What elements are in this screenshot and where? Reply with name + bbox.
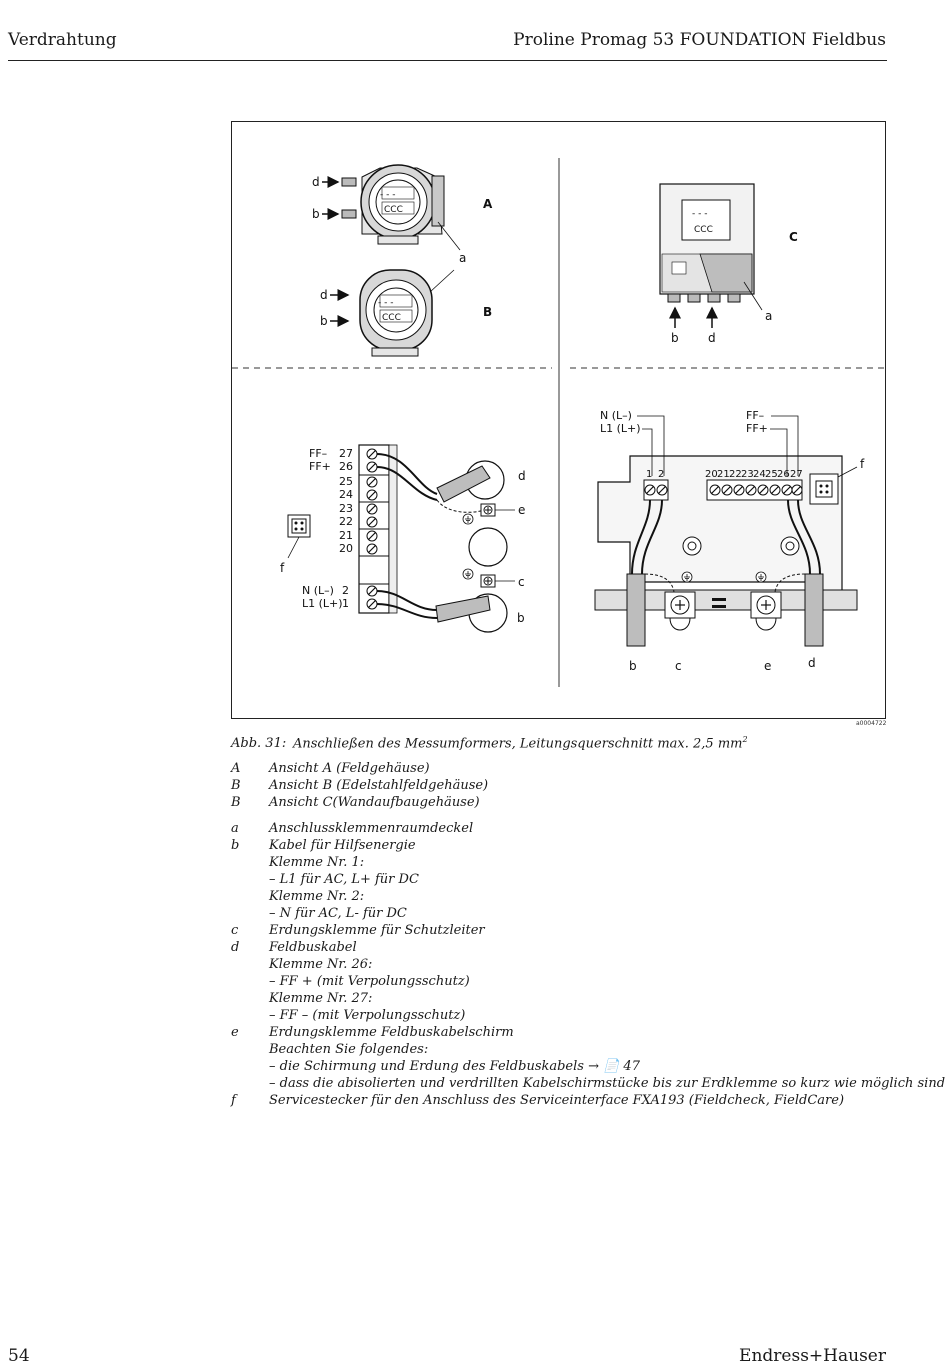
legend-text: – FF + (mit Verpolungsschutz) (269, 974, 470, 989)
figure-caption (231, 735, 748, 751)
footer-brand: Endress+Hauser (739, 1346, 886, 1366)
left-marker-e: e (518, 503, 526, 517)
wiring-figure (231, 121, 886, 719)
left-ff-plus-label: FF+ (309, 460, 331, 473)
legend-text: – die Schirmung und Erdung des Feldbuskabels → 📄 47 (269, 1059, 640, 1074)
right-marker-f: f (860, 457, 865, 471)
left-service-connector (288, 515, 310, 558)
legend-key: d (231, 940, 240, 955)
legend-text: Erdungsklemme Feldbuskabelschirm (269, 1025, 514, 1040)
right-terminal-num: 27 (790, 469, 803, 480)
legend-text: Klemme Nr. 27: (269, 991, 373, 1006)
left-terminal-num: 23 (339, 502, 353, 515)
legend-key: f (231, 1093, 236, 1108)
legend-key (231, 871, 269, 888)
legend-key: c (231, 923, 239, 938)
right-terminal-num: 1 (646, 469, 653, 480)
legend-text: Ansicht B (Edelstahlfeldgehäuse) (269, 778, 489, 793)
right-l1-label: L1 (L+) (600, 422, 641, 435)
legend-row (231, 777, 871, 794)
left-terminal-num: 26 (339, 460, 353, 473)
view-c-housing (660, 184, 754, 302)
left-n-label: N (L–) (302, 584, 334, 597)
legend-row (231, 1007, 871, 1024)
legend-text: – FF – (mit Verpolungsschutz) (269, 1008, 466, 1023)
legend-text: Klemme Nr. 26: (269, 957, 373, 972)
legend-key: e (231, 1025, 239, 1040)
view-a-display-top: - - - (380, 190, 396, 200)
left-marker-f: f (280, 561, 285, 575)
legend-key (231, 1007, 269, 1024)
view-a-marker-d: d (312, 175, 320, 189)
view-a-marker-a: a (459, 251, 467, 265)
legend-row (231, 956, 871, 973)
legend-text: Klemme Nr. 1: (269, 855, 365, 870)
legend-text: Klemme Nr. 2: (269, 889, 365, 904)
legend-key (231, 1058, 269, 1075)
right-terminal-compartment (595, 456, 857, 646)
legend-row (231, 888, 871, 905)
legend-text: Servicestecker für den Anschluss des Serviceinterface FXA193 (Fieldcheck, FieldCare) (269, 1093, 845, 1108)
legend-row (231, 837, 871, 854)
view-c-marker-d: d (708, 331, 716, 345)
caption-text: Anschließen des Messumformers, Leitungsquerschnitt max. 2,5 mm (293, 736, 743, 752)
legend-text: Erdungsklemme für Schutzleiter (269, 923, 485, 938)
legend-key: B (231, 778, 241, 793)
figure-legend (231, 760, 946, 1109)
legend-text: Kabel für Hilfsenergie (269, 838, 416, 853)
left-terminal-num: 24 (339, 488, 353, 501)
left-terminal-num: 21 (339, 529, 353, 542)
left-terminal-num: 22 (339, 515, 353, 528)
legend-key (231, 1075, 269, 1092)
left-marker-b: b (517, 611, 525, 625)
view-a-display-bottom: CCC (384, 205, 403, 215)
header-product-title: Proline Promag 53 FOUNDATION Fieldbus (513, 30, 886, 50)
legend-row (231, 820, 871, 837)
legend-text: – N für AC, L- für DC (269, 906, 407, 921)
legend-row (231, 905, 871, 922)
legend-text: Ansicht C(Wandaufbaugehäuse) (269, 795, 480, 810)
right-terminal-num: 2 (658, 469, 665, 480)
view-b-display-top: - - - (378, 298, 394, 308)
legend-text: Beachten Sie folgendes: (269, 1042, 429, 1057)
figure-code: a0004722 (856, 720, 887, 727)
right-n-label: N (L–) (600, 409, 632, 422)
left-ff-minus-label: FF– (309, 447, 328, 460)
left-terminal-num: 1 (342, 597, 349, 610)
view-b-display-bottom: CCC (382, 313, 401, 323)
legend-key: b (231, 838, 240, 853)
view-b-marker-b: b (320, 314, 328, 328)
left-terminal-num: 25 (339, 475, 353, 488)
legend-row (231, 1075, 946, 1092)
right-terminal-num: 25 (765, 469, 778, 480)
legend-text: Feldbuskabel (269, 940, 357, 955)
view-a-marker-b: b (312, 207, 320, 221)
page-number: 54 (8, 1346, 30, 1366)
legend-text: – dass die abisolierten und verdrillten Kabelschirmstücke bis zur Erdklemme so kurz wie möglich sind (269, 1076, 946, 1091)
legend-text: Anschlussklemmenraumdeckel (269, 821, 474, 836)
legend-text: Ansicht A (Feldgehäuse) (269, 761, 430, 776)
legend-row (231, 1092, 871, 1109)
legend-key (231, 854, 269, 871)
right-ff-minus-label: FF– (746, 409, 765, 422)
view-c-display-bottom: CCC (694, 225, 713, 235)
legend-row (231, 794, 871, 811)
right-marker-e: e (764, 659, 772, 673)
header-rule (8, 60, 887, 61)
legend-row (231, 1024, 871, 1041)
left-terminal-num: 27 (339, 447, 353, 460)
left-terminal-num: 2 (342, 584, 349, 597)
legend-row (231, 990, 871, 1007)
legend-key (231, 1041, 269, 1058)
right-marker-b: b (629, 659, 637, 673)
caption-superscript: 2 (742, 735, 748, 744)
legend-row (231, 939, 871, 956)
view-b-marker-d: d (320, 288, 328, 302)
legend-key: A (231, 761, 241, 776)
legend-key (231, 888, 269, 905)
view-b-label: B (483, 305, 493, 319)
right-ff-plus-label: FF+ (746, 422, 768, 435)
legend-key (231, 905, 269, 922)
legend-key (231, 973, 269, 990)
header-section-title: Verdrahtung (8, 30, 117, 50)
caption-number: Abb. 31: (231, 736, 287, 752)
view-c-marker-a: a (765, 309, 773, 323)
left-cable-entry (469, 528, 507, 566)
legend-key (231, 990, 269, 1007)
legend-row (231, 1041, 871, 1058)
view-c-marker-b: b (671, 331, 679, 345)
right-terminal-num: 22 (729, 469, 742, 480)
legend-key: B (231, 795, 241, 810)
left-terminal-num: 20 (339, 542, 353, 555)
right-terminal-num: 24 (753, 469, 766, 480)
legend-row (231, 871, 871, 888)
wiring-diagram (232, 122, 885, 718)
legend-row (231, 760, 871, 777)
legend-key: a (231, 821, 239, 836)
view-a-label: A (483, 197, 493, 211)
left-marker-d: d (518, 469, 526, 483)
legend-text: – L1 für AC, L+ für DC (269, 872, 419, 887)
view-c-label: C (789, 230, 798, 244)
right-terminal-num: 21 (717, 469, 730, 480)
legend-row (231, 922, 871, 939)
view-c-display-top: - - - (692, 209, 708, 219)
right-marker-c: c (675, 659, 682, 673)
right-terminal-num: 26 (777, 469, 790, 480)
right-terminal-num: 23 (741, 469, 754, 480)
legend-row (231, 854, 871, 871)
right-marker-d: d (808, 656, 816, 670)
left-marker-c: c (518, 575, 525, 589)
right-terminal-num: 20 (705, 469, 718, 480)
legend-key (231, 956, 269, 973)
left-l1-label: L1 (L+) (302, 597, 343, 610)
legend-row (231, 973, 871, 990)
legend-row (231, 1058, 871, 1075)
